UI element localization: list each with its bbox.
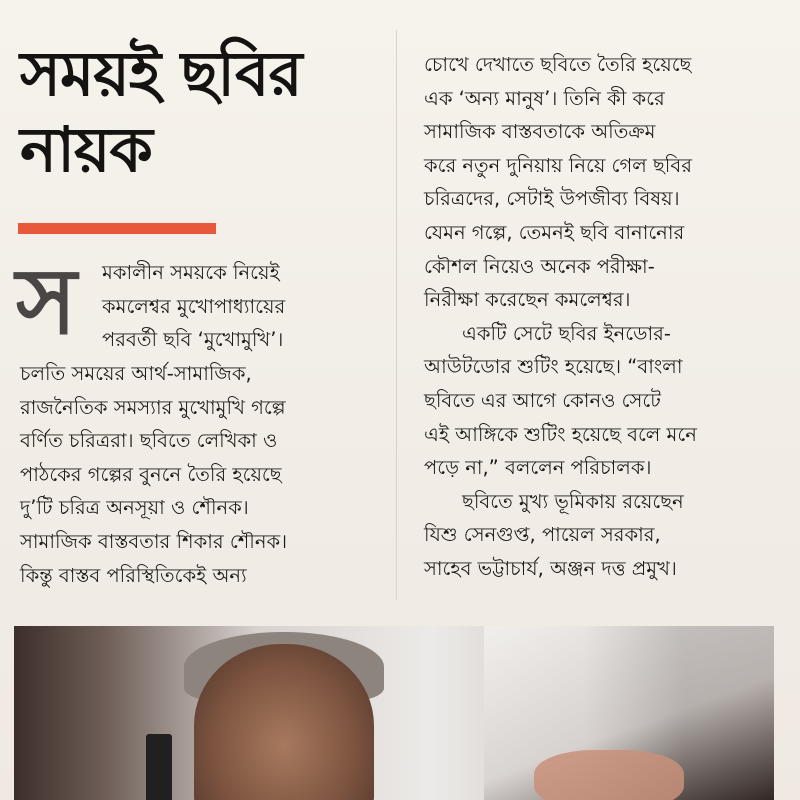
- photo-actor-face: [194, 644, 374, 800]
- text-line: যেমন গল্পে, তেমনই ছবি বানানোর: [424, 220, 685, 244]
- text-line: রাজনৈতিক সমস্যার মুখোমুখি গল্পে: [20, 395, 286, 419]
- text-line: এই আঙ্গিকে শুটিং হয়েছে বলে মনে: [424, 422, 697, 446]
- text-line: পড়ে না,” বললেন পরিচালক।: [424, 456, 652, 480]
- text-line: নিরীক্ষা করেছেন কমলেশ্বর।: [424, 288, 631, 312]
- right-column-text: [424, 48, 697, 586]
- photo-microphone: [146, 734, 172, 800]
- text-line: যিশু সেনগুপ্ত, পায়েল সরকার,: [424, 523, 661, 547]
- film-still-photo: [14, 626, 774, 800]
- headline: [20, 36, 400, 188]
- text-line: চলতি সময়ের আর্থ-সামাজিক,: [20, 362, 252, 385]
- photo-foreground-figure: [534, 750, 684, 800]
- text-line: সামাজিক বাস্তবতার শিকার শৌনক।: [20, 529, 288, 553]
- text-line: দু’টি চরিত্র অনসূয়া ও শৌনক।: [20, 496, 249, 520]
- text-line: সাহেব ভট্টাচার্য, অঞ্জন দত্ত প্রমুখ।: [424, 556, 677, 580]
- text-line: পাঠকের গল্পের বুননে তৈরি হয়েছে: [20, 462, 282, 486]
- drop-cap: স: [16, 248, 77, 355]
- column-divider: [396, 30, 397, 600]
- text-line: ছবিতে মুখ্য ভূমিকায় রয়েছেন: [462, 489, 684, 513]
- headline-line-2: নায়ক: [20, 113, 152, 186]
- text-line: কিন্তু বাস্তব পরিস্থিতিকেই অন্য: [20, 563, 247, 587]
- text-line: পরবর্তী ছবি ‘মুখোমুখি’।: [102, 328, 284, 352]
- text-line: ছবিতে এর আগে কোনও সেটে: [424, 388, 661, 412]
- text-line: এক ‘অন্য মানুষ’। তিনি কী করে: [424, 86, 665, 110]
- left-column-indented-text: [102, 256, 285, 357]
- text-line: করে নতুন দুনিয়ায় নিয়ে গেল ছবির: [424, 153, 692, 177]
- text-line: সামাজিক বাস্তবতাকে অতিক্রম: [424, 120, 656, 144]
- text-line: একটি সেটে ছবির ইনডোর-: [462, 321, 671, 345]
- text-line: কমলেশ্বর মুখোপাধ্যায়ের: [102, 294, 286, 318]
- text-line: আউটডোর শুটিং হয়েছে। “বাংলা: [424, 355, 683, 379]
- text-line: কৌশল নিয়েও অনেক পরীক্ষা-: [424, 254, 655, 278]
- headline-line-1: সময়ই ছবির: [20, 37, 302, 110]
- headline-accent-rule: [18, 223, 216, 234]
- text-line: মকালীন সময়কে নিয়েই: [102, 261, 280, 284]
- left-column-text: [20, 357, 287, 592]
- text-line: বর্ণিত চরিত্ররা। ছবিতে লেখিকা ও: [20, 429, 278, 453]
- text-line: চোখে দেখাতে ছবিতে তৈরি হয়েছে: [424, 53, 692, 76]
- text-line: চরিত্রদের, সেটাই উপজীব্য বিষয়।: [424, 187, 680, 211]
